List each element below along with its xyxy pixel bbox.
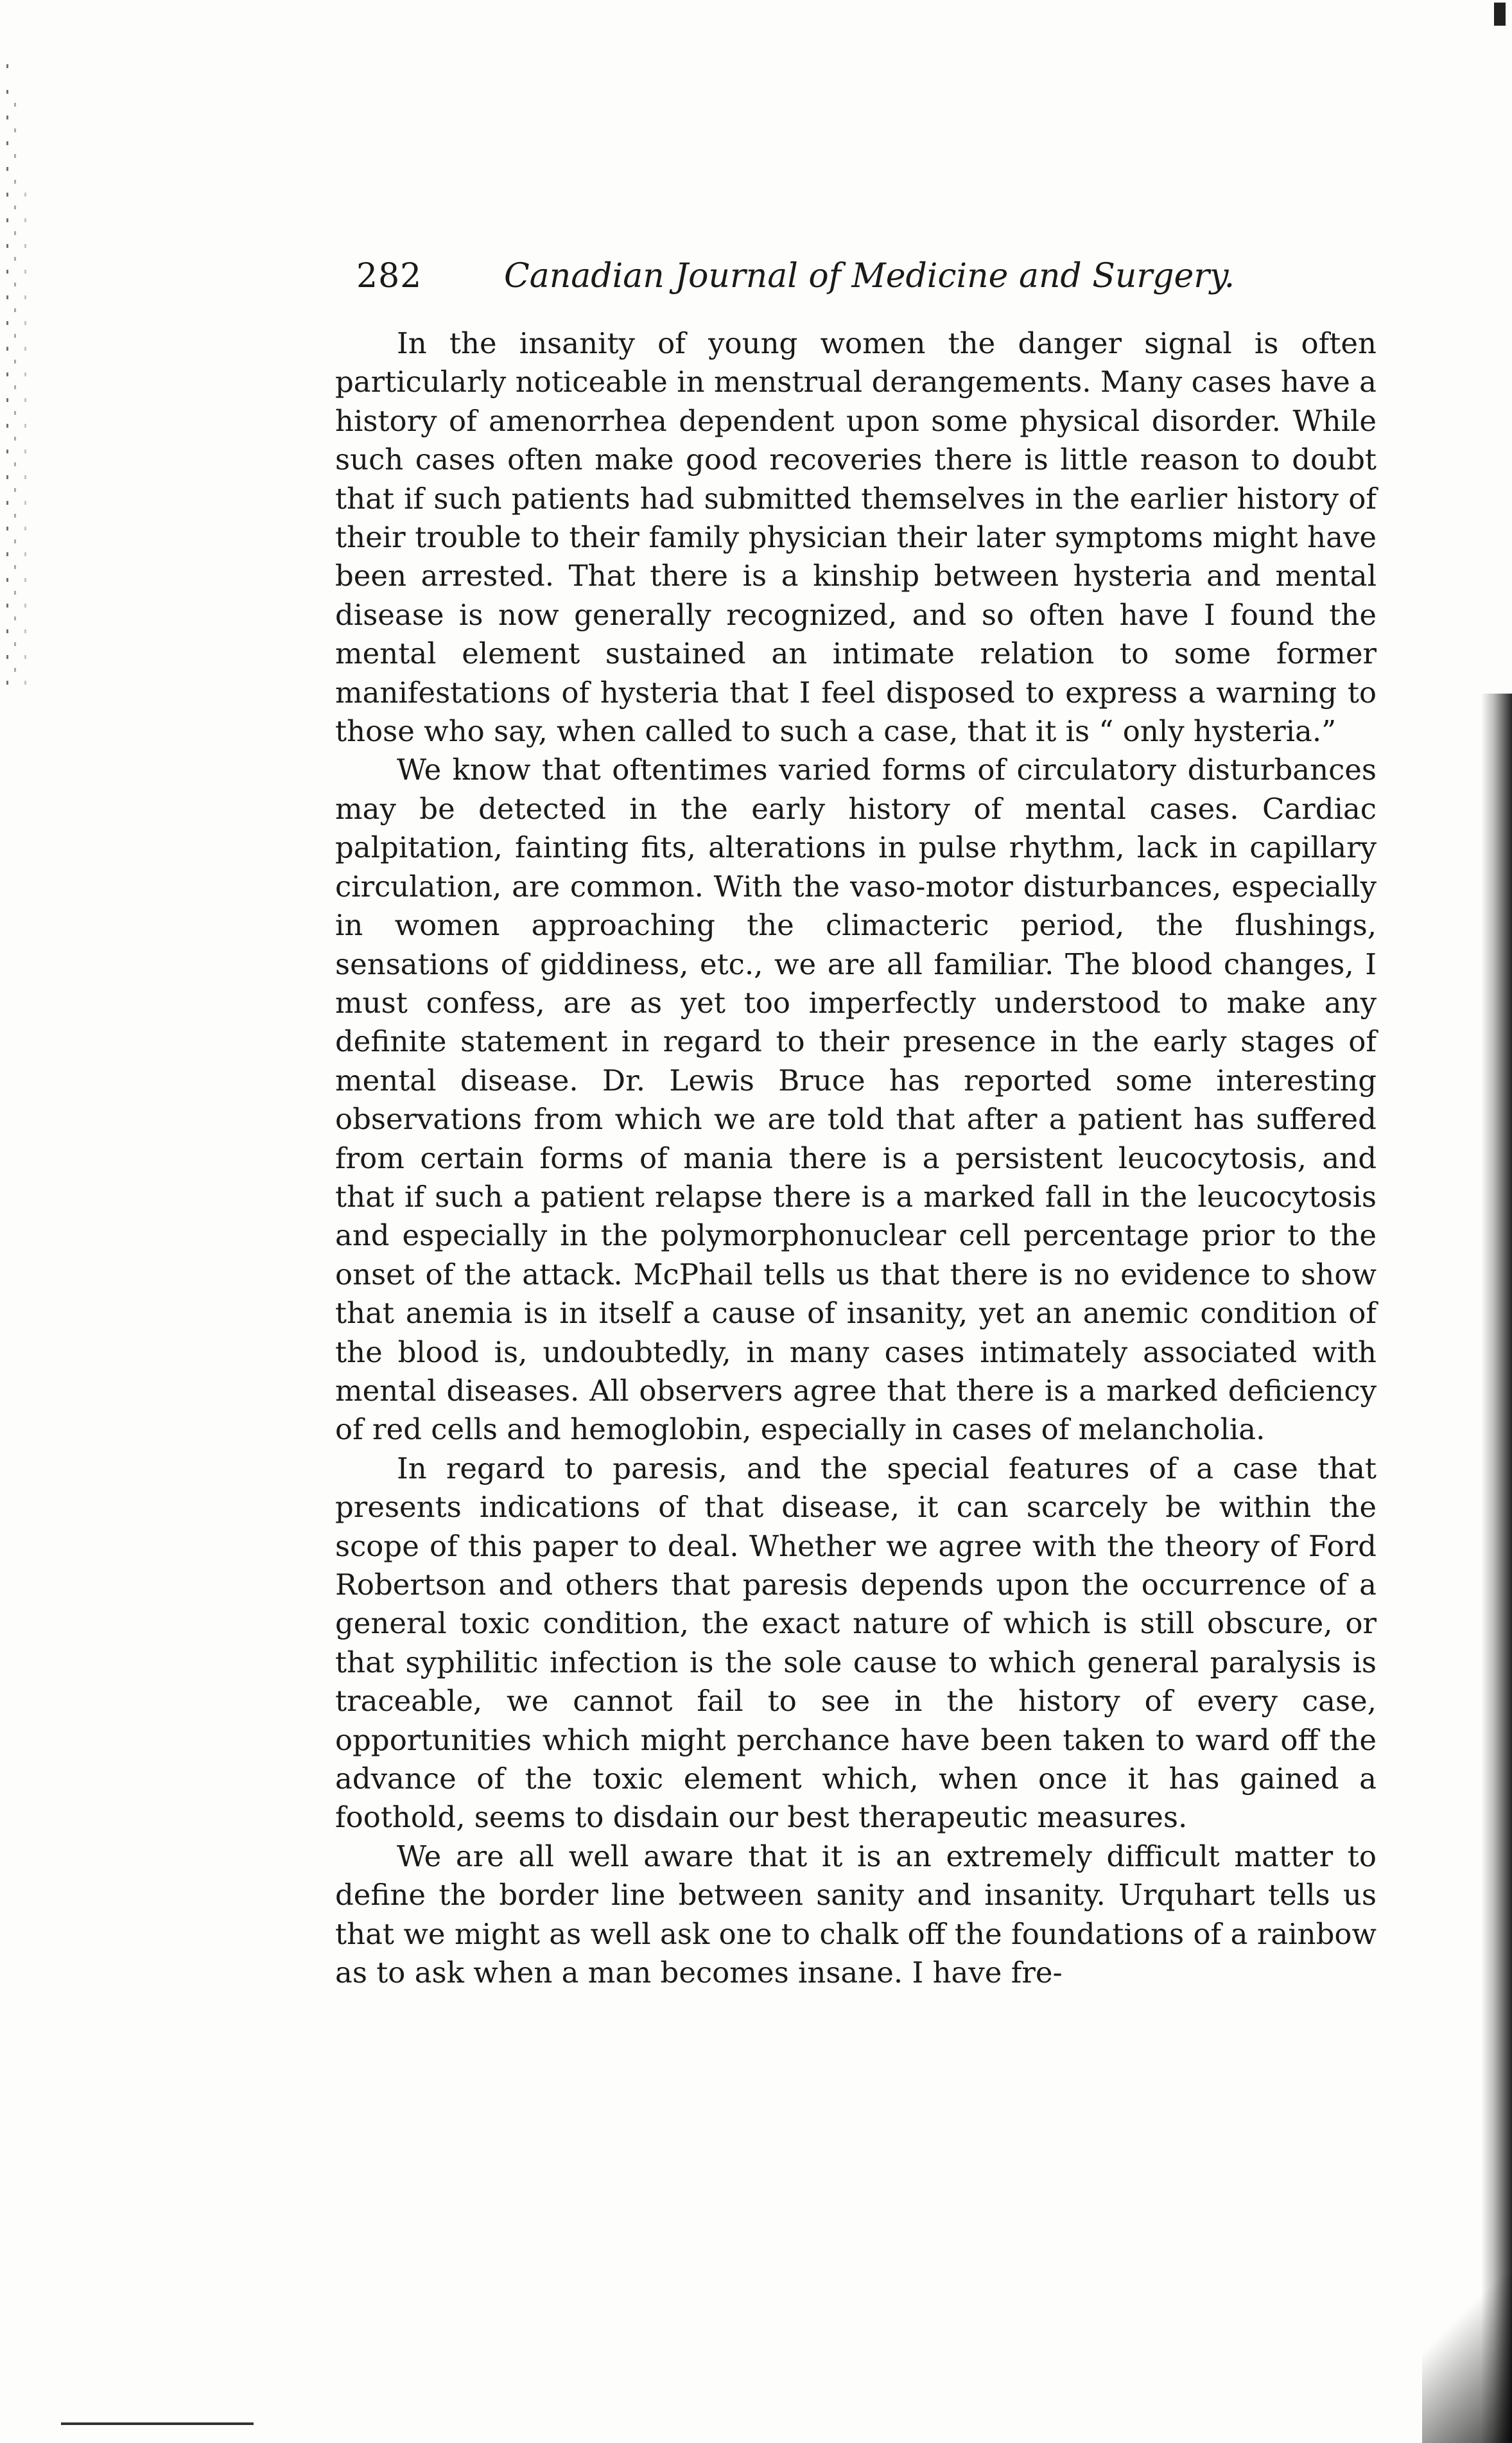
- scan-mark: [1494, 3, 1506, 26]
- running-title: Canadian Journal of Medicine and Surgery.: [504, 257, 1235, 295]
- page-corner-shadow: [1422, 2276, 1512, 2443]
- scan-speckle: [24, 193, 26, 706]
- paragraph: In the insanity of young women the danger signal is often particularly noticeable in menstrual derangements. Many cases have a history of amenorrhea dependent upon some physical disorder. While such cases often make good recoveries there is little reason to doubt that if such patients had submitted themselves in the earlier history of their trouble to their family physician their later symptoms might have been arrested. That there is a kinship between hysteria and mental disease is now generally recognized, and so often have I found the mental element sustained an intimate relation to some former manifestations of hysteria that I feel disposed to express a warning to those who say, when called to such a case, that it is “ only hysteria.”: [335, 326, 1377, 749]
- paragraph: We are all well aware that it is an extremely difficult matter to define the border line between sanity and insanity. Urquhart tells us that we might as well ask one to chalk off the foundations of a rainbow as to ask when a man becomes insane. I have fre-: [335, 1839, 1377, 1990]
- page-header: [356, 247, 1384, 305]
- article-body: [335, 324, 1377, 1992]
- scan-speckle: [14, 103, 16, 681]
- footer-rule: [61, 2422, 254, 2425]
- scan-speckle: [6, 64, 8, 706]
- page-number: 282: [356, 257, 422, 295]
- paragraph: We know that oftentimes varied forms of circulatory disturbances may be detected in the early history of mental cases. Cardiac palpitation, fainting fits, alterations in pulse rhythm, lack in capillary circulation, are common. With the vaso-motor disturbances, especially in women approaching the climacteric period, the flushings, sensations of giddiness, etc., we are all familiar. The blood changes, I must confess, are as yet too imperfectly understood to make any definite statement in regard to their presence in the early stages of mental disease. Dr. Lewis Bruce has reported some interesting observations from which we are told that after a patient has suffered from certain forms of mania there is a persistent leucocytosis, and that if such a patient relapse there is a marked fall in the leucocytosis and especially in the polymorphonuclear cell percentage prior to the onset of the attack. McPhail tells us that there is no evidence to show that anemia is in itself a cause of insanity, yet an anemic condition of the blood is, undoubtedly, in many cases intimately associated with mental diseases. All observers agree that there is a marked deficiency of red cells and hemoglobin, especially in cases of melancholia.: [335, 753, 1377, 1447]
- paragraph: In regard to paresis, and the special features of a case that presents indications of that disease, it can scarcely be within the scope of this paper to deal. Whether we agree with the theory of Ford Robertson and others that paresis depends upon the occurrence of a general toxic condition, the exact nature of which is still obscure, or that syphilitic infection is the sole cause to which general paralysis is traceable, we cannot fail to see in the history of every case, opportunities which might perchance have been taken to ward off the advance of the toxic element which, when once it has gained a foothold, seems to disdain our best therapeutic measures.: [335, 1451, 1377, 1835]
- binding-shadow: [1481, 694, 1512, 2443]
